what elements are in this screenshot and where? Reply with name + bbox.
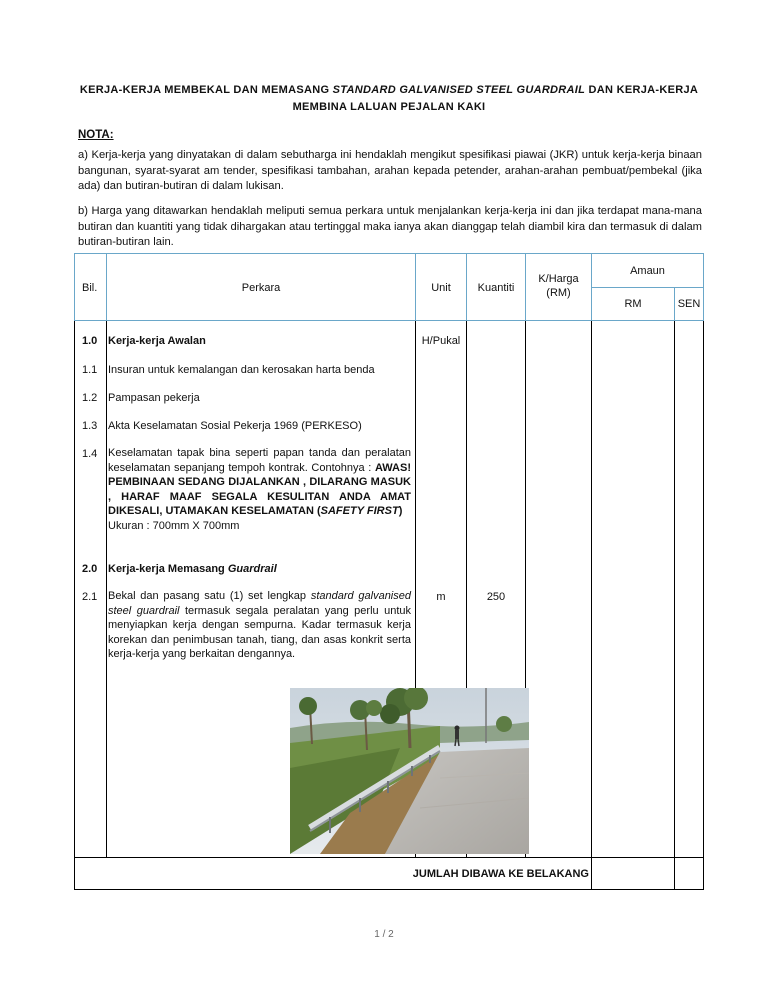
item-desc-plain: Keselamatan tapak bina seperti papan tanda dan peralatan keselamatan sepanjang tempoh kontrak. Contohnya : (108, 447, 411, 474)
header-amaun: Amaun (630, 265, 665, 277)
header-harga (526, 272, 591, 300)
nota-a: a) Kerja-kerja yang dinyatakan di dalam sebutharga ini hendaklah mengikut spesifikasi piawai (JKR) untuk kerja-kerja binaan bangunan, syarat-syarat am tender, spesifikasi tambahan, arahan kepada petender, arahan-arahan pembuat/pembekal (jika ada) dan butiran-butiran di dalam lukisan. (78, 149, 702, 192)
footer-line (74, 857, 704, 858)
title-part2: DAN KERJA-KERJA (585, 84, 699, 96)
item-desc-size: Ukuran : 700mm X 700mm (108, 519, 240, 532)
col-line (674, 321, 675, 890)
header-bil: Bil. (82, 282, 98, 294)
header-kuantiti: Kuantiti (477, 282, 515, 294)
title-part1: KERJA-KERJA MEMBEKAL DAN MEMASANG (79, 84, 333, 96)
total-label: JUMLAH DIBAWA KE BELAKANG (412, 868, 589, 880)
item-desc-italic: Guardrail (227, 563, 277, 575)
guardrail-photo (290, 688, 529, 854)
document-title (78, 82, 700, 116)
item-no: 1.2 (82, 392, 98, 404)
item-desc: Insuran untuk kemalangan dan kerosakan harta benda (108, 364, 375, 376)
header-harga-line1: K/Harga (538, 273, 579, 285)
item-desc-1: Bekal dan pasang satu (1) set lengkap (108, 590, 311, 602)
item-unit: H/Pukal (421, 335, 461, 347)
item-no: 1.4 (82, 448, 98, 460)
item-no: 1.0 (82, 335, 98, 347)
grid-line (74, 253, 704, 254)
item-desc-bold-italic: SAFETY FIRST (320, 505, 399, 518)
item-desc: Kerja-kerja Awalan (108, 335, 206, 347)
item-desc-text: Kerja-kerja Memasang (108, 563, 228, 575)
item-desc (108, 446, 411, 534)
nota-heading: NOTA: (78, 129, 114, 141)
item-desc (108, 589, 411, 662)
title-italic: STANDARD GALVANISED STEEL GUARDRAIL (332, 84, 586, 96)
item-desc: Akta Keselamatan Sosial Pekerja 1969 (PERKESO) (108, 420, 362, 432)
grid-line (74, 320, 704, 321)
col-line (106, 321, 107, 858)
header-unit: Unit (431, 282, 451, 294)
item-desc-2: termasuk segala peralatan yang perlu untuk menyiapkan kerja dengan sempurna. Kadar termasuk kerja korekan dan penimbusan tanah, tiang, dan asas konkrit serta kerja-kerja yang berkaitan dengannya. (108, 604, 412, 661)
page-number: 1 / 2 (374, 929, 394, 940)
header-perkara: Perkara (241, 282, 281, 294)
item-desc-bold: AWAS! PEMBINAAN SEDANG DIJALANKAN , DILARANG MASUK , HARAF MAAF SEGALA KESULITAN ANDA AMAT DIKESALI, UTAMAKAN KESELAMATAN ( (108, 461, 411, 518)
item-no: 2.0 (82, 563, 98, 575)
grid-line (591, 287, 704, 288)
header-rm: RM (624, 298, 642, 310)
item-no: 1.1 (82, 364, 98, 376)
item-unit: m (436, 591, 446, 603)
header-harga-line2: (RM) (546, 287, 571, 299)
item-desc: Pampasan pekerja (108, 392, 200, 404)
col-line (591, 321, 592, 890)
nota-b: b) Harga yang ditawarkan hendaklah meliputi semua perkara untuk menjalankan kerja-kerja ini dan jika terdapat mana-mana butiran dan kuantiti yang tidak dihargakan atau tertinggal maka ianya akan dianggap telah diambil kira dan termasuk di dalam butiran-butiran lain. (78, 205, 702, 248)
item-desc-bold-end: ) (398, 505, 403, 518)
item-desc (108, 562, 411, 577)
item-no: 1.3 (82, 420, 98, 432)
item-no: 2.1 (82, 591, 98, 603)
grid-line (74, 253, 75, 321)
item-qty: 250 (486, 591, 506, 603)
item-desc-italic-1: standard galvanised steel guardrail (108, 590, 411, 617)
header-sen: SEN (677, 298, 701, 310)
title-line2: MEMBINA LALUAN PEJALAN KAKI (292, 101, 486, 113)
